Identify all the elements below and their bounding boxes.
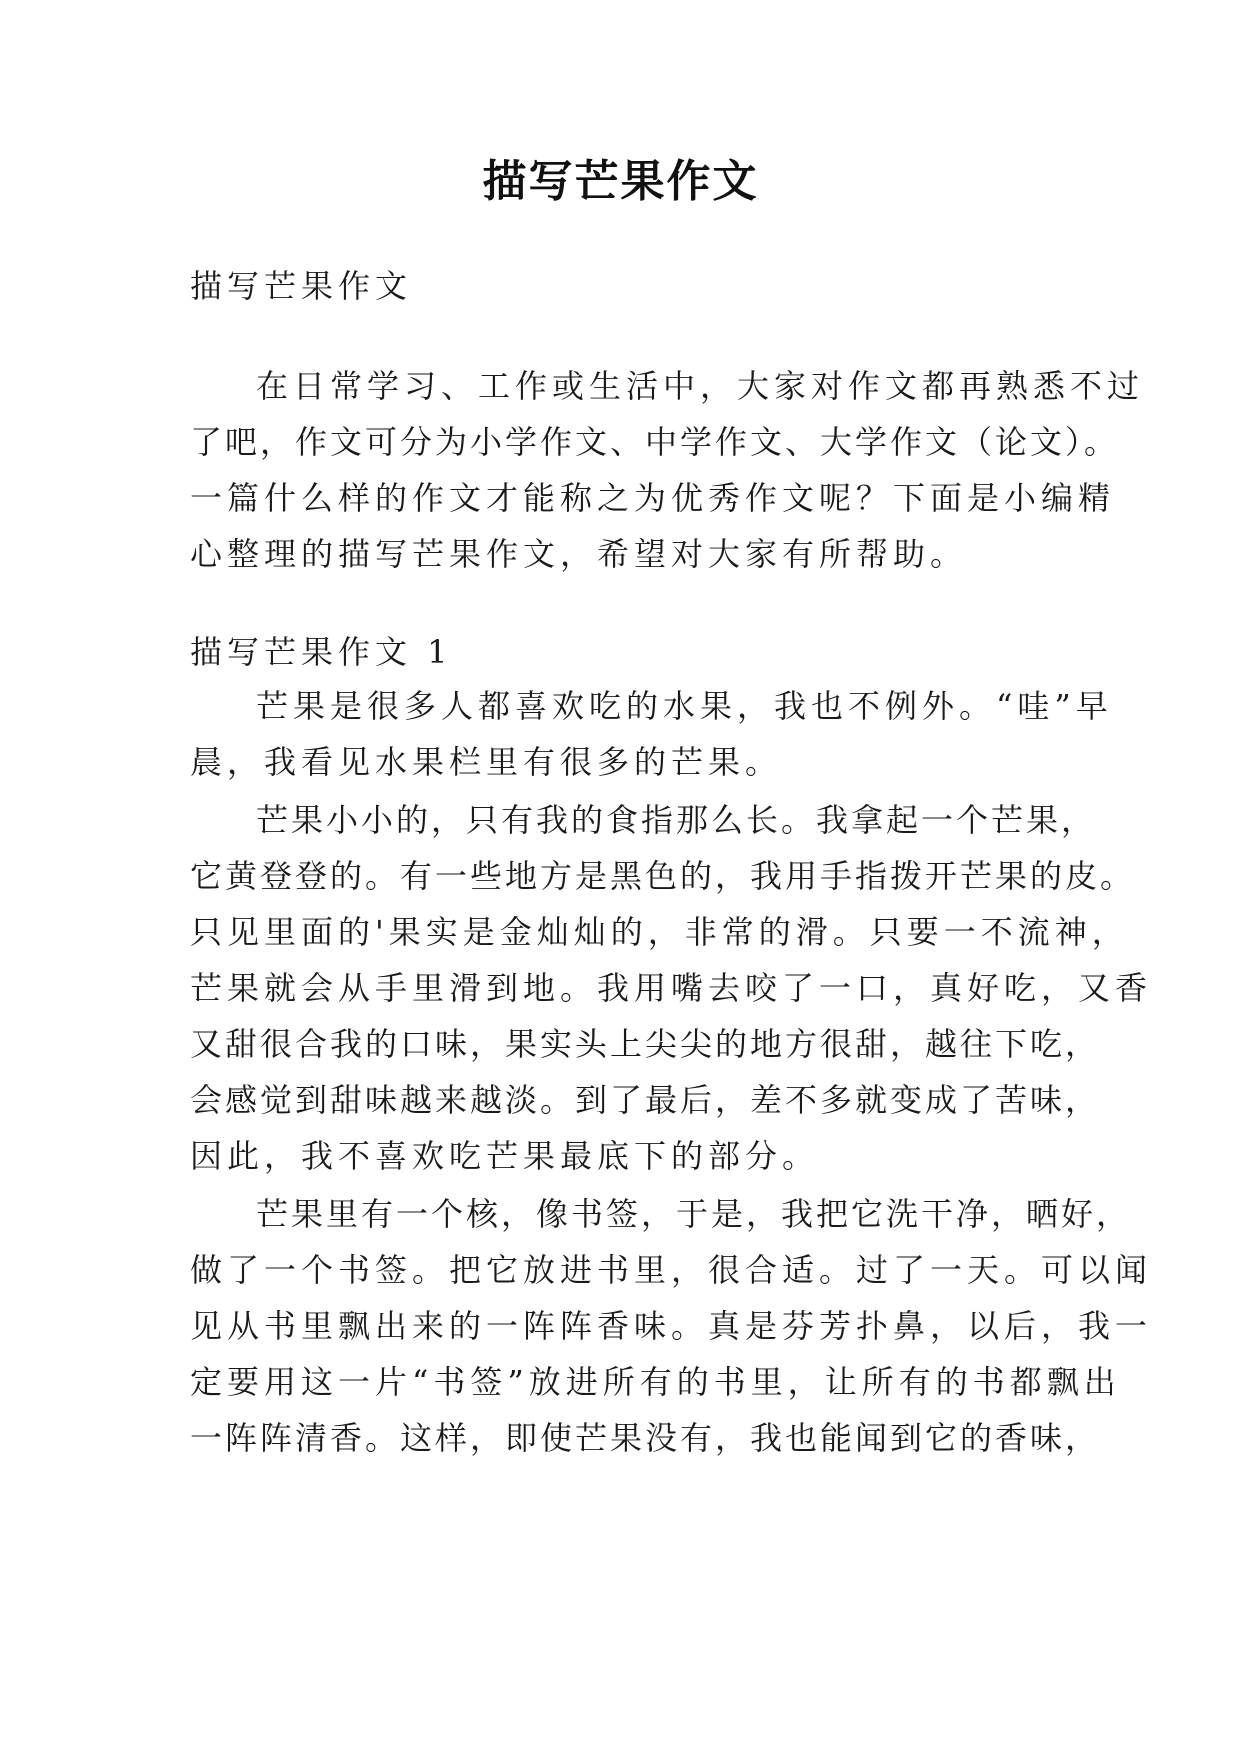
body-line: 一阵阵清香。这样，即使芒果没有，我也能闻到它的香味， bbox=[190, 1419, 1101, 1457]
body-line: 芒果小小的，只有我的食指那么长。我拿起一个芒果， bbox=[256, 801, 1097, 839]
intro-line: 一篇什么样的作文才能称之为优秀作文呢？下面是小编精 bbox=[190, 479, 1116, 517]
document-subtitle: 描写芒果作文 bbox=[190, 267, 413, 305]
body-line: 它黄登登的。有一些地方是黑色的，我用手指拨开芒果的皮。 bbox=[190, 857, 1136, 895]
body-line: 芒果就会从手里滑到地。我用嘴去咬了一口，真好吃，又香 bbox=[190, 969, 1153, 1007]
body-line: 定要用这一片“书签”放进所有的书里，让所有的书都飘出 bbox=[190, 1363, 1121, 1401]
intro-line: 了吧，作文可分为小学作文、中学作文、大学作文（论文）。 bbox=[190, 423, 1120, 461]
section-heading: 描写芒果作文 1 bbox=[190, 633, 453, 671]
body-line: 又甜很合我的口味，果实头上尖尖的地方很甜，越往下吃， bbox=[190, 1025, 1101, 1063]
body-line: 做了一个书签。把它放进书里，很合适。过了一天。可以闻 bbox=[190, 1251, 1153, 1289]
body-line: 晨，我看见水果栏里有很多的芒果。 bbox=[190, 743, 783, 781]
body-line: 会感觉到甜味越来越淡。到了最后，差不多就变成了苦味， bbox=[190, 1081, 1101, 1119]
intro-line: 心整理的描写芒果作文，希望对大家有所帮助。 bbox=[190, 535, 968, 573]
document-title: 描写芒果作文 bbox=[482, 156, 759, 207]
body-line: 芒果里有一个核，像书签，于是，我把它洗干净，晒好， bbox=[256, 1195, 1132, 1233]
body-line: 因此，我不喜欢吃芒果最底下的部分。 bbox=[190, 1137, 820, 1175]
body-line: 芒果是很多人都喜欢吃的水果，我也不例外。“哇”早 bbox=[256, 687, 1113, 725]
body-line: 见从书里飘出来的一阵阵香味。真是芬芳扑鼻，以后，我一 bbox=[190, 1307, 1153, 1345]
intro-line: 在日常学习、工作或生活中，大家对作文都再熟悉不过 bbox=[256, 367, 1145, 405]
body-line: 只见里面的'果实是金灿灿的，非常的滑。只要一不流神， bbox=[190, 913, 1129, 951]
